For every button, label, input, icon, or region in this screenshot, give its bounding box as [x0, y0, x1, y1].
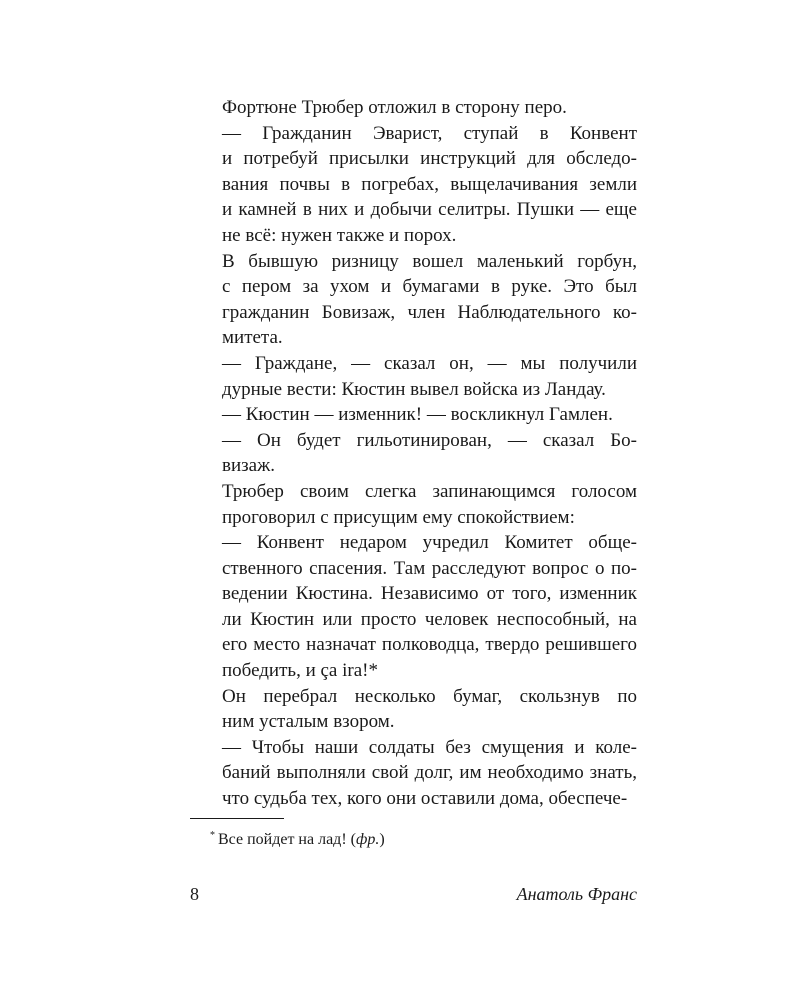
- text-line: визаж.: [222, 455, 275, 477]
- text-line: что судьба тех, кого они оставили дома, обеспече-: [222, 788, 628, 810]
- text-line: ли Кюстин или просто человек неспособный, на: [222, 608, 637, 630]
- text-line: не всё: нужен также и порох.: [222, 224, 457, 246]
- text-line: ведении Кюстина. Независимо от того, изменник: [222, 583, 637, 605]
- page-number: 8: [190, 884, 199, 904]
- text-line: ним усталым взором.: [222, 711, 395, 733]
- text-line: баний выполняли свой долг, им необходимо знать,: [222, 762, 637, 784]
- text-line: — Кюстин — изменник! — воскликнул Гамлен.: [222, 404, 613, 426]
- text-line: его место назначат полководца, твердо решившего: [222, 634, 637, 656]
- running-head-author: Анатоль Франс: [516, 884, 637, 904]
- text-line: — Чтобы наши солдаты без смущения и коле-: [222, 736, 637, 758]
- text-line: — Гражданин Эварист, ступай в Конвент: [222, 122, 637, 144]
- text-line: с пером за ухом и бумагами в руке. Это был: [222, 276, 637, 298]
- paragraph: [190, 479, 637, 530]
- paragraph: [190, 428, 637, 479]
- text-line: Фортюне Трюбер отложил в сторону перо.: [222, 97, 567, 118]
- footnote-lang: фр.: [355, 831, 380, 848]
- footnote-divider: [190, 818, 284, 819]
- text-line: митета.: [222, 327, 283, 349]
- footnote-close: ): [379, 831, 385, 848]
- paragraph: [190, 735, 637, 812]
- text-line: — Он будет гильотинирован, — сказал Бо-: [222, 429, 637, 451]
- text-line: проговорил с присущим ему спокойствием:: [222, 506, 575, 528]
- paragraph: [190, 351, 637, 402]
- text-line: Он перебрал несколько бумаг, скользнув по: [222, 685, 637, 707]
- text-line: и камней в них и добычи селитры. Пушки — еще: [222, 199, 637, 221]
- text-line: ственного спасения. Там расследуют вопрос о по-: [222, 557, 637, 579]
- text-line: — Граждане, — сказал он, — мы получили: [222, 352, 637, 374]
- footnote-marker: *: [210, 830, 215, 841]
- body-text: [190, 95, 637, 812]
- text-line: — Конвент недаром учредил Комитет обще-: [222, 532, 637, 554]
- text-line: гражданин Бовизаж, член Наблюдательного ко-: [222, 301, 637, 323]
- text-line: и потребуй присылки инструкций для обследо-: [222, 148, 637, 170]
- text-line: победить, и ça ira!*: [222, 660, 378, 682]
- paragraph: [190, 95, 637, 121]
- footnote: [210, 826, 385, 850]
- footnote-text: Все пойдет на лад! (: [218, 831, 356, 848]
- paragraph: [190, 684, 637, 735]
- paragraph: [190, 249, 637, 351]
- paragraph: [190, 530, 637, 684]
- text-line: вания почвы в погребах, выщелачивания земли: [222, 173, 637, 195]
- text-line: В бывшую ризницу вошел маленький горбун,: [222, 250, 637, 272]
- paragraph: [190, 402, 637, 428]
- text-line: Трюбер своим слегка запинающимся голосом: [222, 480, 637, 502]
- paragraph: [190, 121, 637, 249]
- text-line: дурные вести: Кюстин вывел войска из Ландау.: [222, 378, 606, 400]
